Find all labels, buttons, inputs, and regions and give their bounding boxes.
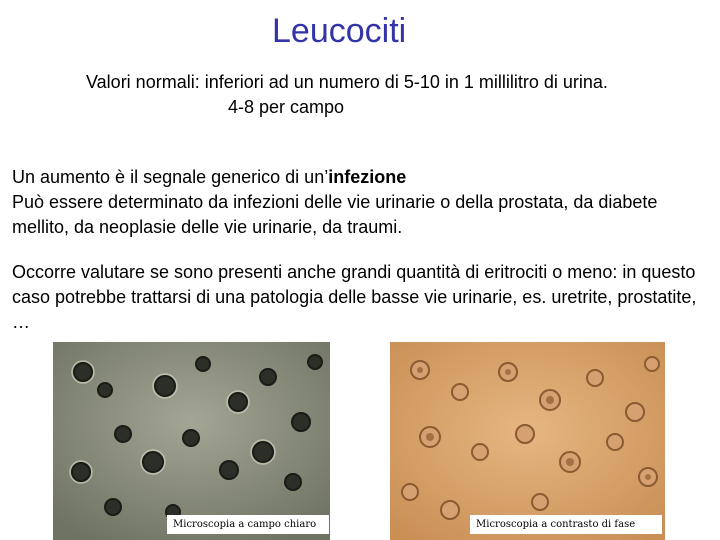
brightfield-caption: Microscopia a campo chiaro	[167, 515, 329, 534]
phase-contrast-caption: Microscopia a contrasto di fase	[470, 515, 662, 534]
normal-values-line-2: 4-8 per campo	[228, 97, 345, 117]
normal-values-text	[86, 70, 608, 120]
brightfield-micrograph	[53, 342, 330, 540]
infection-paragraph	[12, 165, 712, 240]
phase-contrast-image	[390, 342, 665, 540]
erythrocyte-paragraph: Occorre valutare se sono presenti anche grandi quantità di eritrociti o meno: in questo caso potrebbe trattarsi di una patologia delle basse vie urinarie, es. uretrite, prostatite, …	[12, 262, 697, 332]
infection-causes: Può essere determinato da infezioni delle vie urinarie o della prostata, da diabete mellito, da neoplasie delle vie urinarie, da traumi.	[12, 192, 658, 237]
phase-contrast-micrograph	[390, 342, 665, 540]
infection-intro: Un aumento è il segnale generico di un’	[12, 167, 329, 187]
brightfield-image	[53, 342, 330, 540]
infection-keyword: infezione	[328, 167, 407, 187]
page-title: Leucociti	[272, 12, 407, 50]
normal-values-line-1: Valori normali: inferiori ad un numero di 5-10 in 1 millilitro di urina.	[86, 72, 608, 92]
